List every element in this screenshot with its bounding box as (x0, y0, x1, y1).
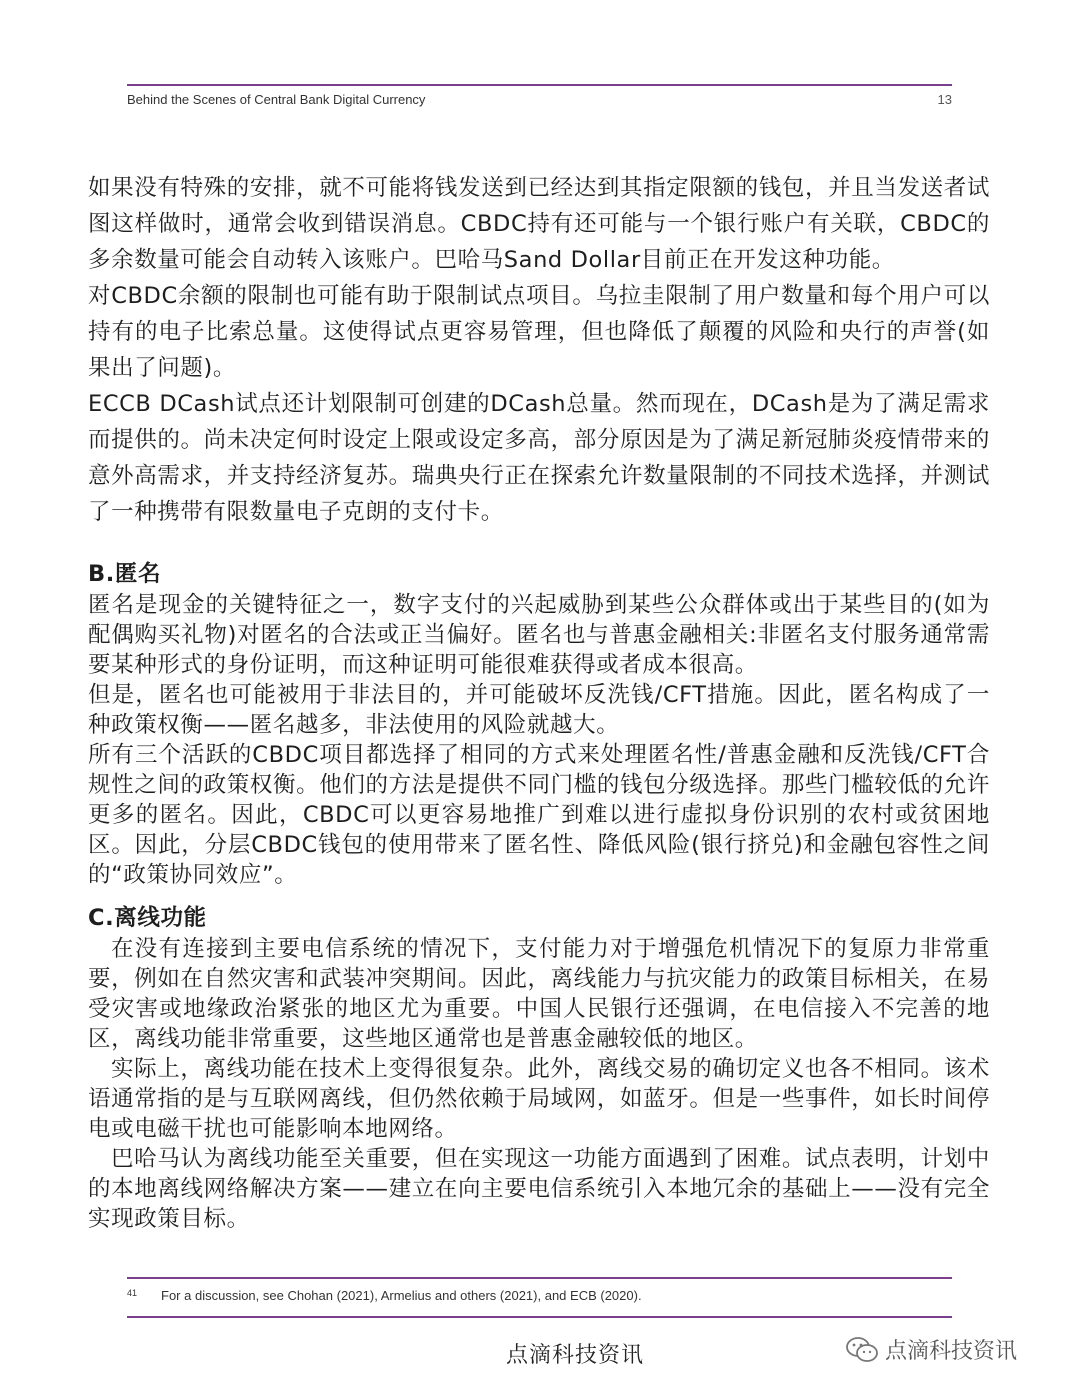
footnote (127, 1288, 952, 1303)
body-content (88, 170, 990, 1234)
running-title: Behind the Scenes of Central Bank Digital Currency (127, 92, 426, 107)
paragraph: ECCB DCash试点还计划限制可创建的DCash总量。然而现在，DCash是为了满足需求而提供的。尚未决定何时设定上限或设定多高，部分原因是为了满足新冠肺炎疫情带来的意外高需求，并支持经济复苏。瑞典央行正在探索允许数量限制的不同技术选择，并测试了一种携带有限数量电子克朗的支付卡。 (88, 391, 990, 525)
footnote-number: 41 (127, 1288, 138, 1298)
page-number: 13 (937, 92, 952, 107)
paragraph: 实际上，离线功能在技术上变得很复杂。此外，离线交易的确切定义也各不相同。该术语通常指的是与互联网离线，但仍然依赖于局域网，如蓝牙。但是一些事件，如长时间停电或电磁干扰也可能影响本地网络。 (88, 1056, 990, 1142)
wechat-watermark (845, 1334, 1017, 1365)
footnote-text: For a discussion, see Chohan (2021), Armelius and others (2021), and ECB (2020). (161, 1288, 642, 1303)
paragraph: 如果没有特殊的安排，就不可能将钱发送到已经达到其指定限额的钱包，并且当发送者试图这样做时，通常会收到错误消息。CBDC持有还可能与一个银行账户有关联，CBDC的多余数量可能会自动转入该账户。巴哈马Sand Dollar目前正在开发这种功能。 (88, 175, 990, 273)
brand-caption: 点滴科技资讯 (505, 1343, 644, 1368)
section-heading-b: B.匿名 (88, 561, 162, 587)
paragraph: 巴哈马认为离线功能至关重要，但在实现这一功能方面遇到了困难。试点表明，计划中的本地离线网络解决方案——建立在向主要电信系统引入本地冗余的基础上——没有完全实现政策目标。 (88, 1146, 990, 1232)
footer-rule (127, 1316, 952, 1318)
paragraph: 在没有连接到主要电信系统的情况下，支付能力对于增强危机情况下的复原力非常重要，例如在自然灾害和武装冲突期间。因此，离线能力与抗灾能力的政策目标相关，在易受灾害或地缘政治紧张的地区尤为重要。中国人民银行还强调，在电信接入不完善的地区，离线功能非常重要，这些地区通常也是普惠金融较低的地区。 (88, 936, 990, 1052)
paragraph: 对CBDC余额的限制也可能有助于限制试点项目。乌拉圭限制了用户数量和每个用户可以持有的电子比索总量。这使得试点更容易管理，但也降低了颠覆的风险和央行的声誉(如果出了问题)。 (88, 283, 990, 381)
footnote-rule (127, 1277, 952, 1279)
wechat-icon (845, 1336, 879, 1364)
running-header (127, 92, 952, 107)
wechat-account-name: 点滴科技资讯 (885, 1339, 1018, 1364)
paragraph: 但是，匿名也可能被用于非法目的，并可能破坏反洗钱/CFT措施。因此，匿名构成了一种政策权衡——匿名越多，非法使用的风险就越大。 (88, 682, 990, 738)
header-rule (127, 84, 952, 86)
section-heading-c: C.离线功能 (88, 905, 207, 931)
paragraph: 所有三个活跃的CBDC项目都选择了相同的方式来处理匿名性/普惠金融和反洗钱/CFT合规性之间的政策权衡。他们的方法是提供不同门槛的钱包分级选择。那些门槛较低的允许更多的匿名。因此，CBDC可以更容易地推广到难以进行虚拟身份识别的农村或贫困地区。因此，分层CBDC钱包的使用带来了匿名性、降低风险(银行挤兑)和金融包容性之间的“政策协同效应”。 (88, 742, 990, 888)
paragraph: 匿名是现金的关键特征之一，数字支付的兴起威胁到某些公众群体或出于某些目的(如为配偶购买礼物)对匿名的合法或正当偏好。匿名也与普惠金融相关:非匿名支付服务通常需要某种形式的身份证明，而这种证明可能很难获得或者成本很高。 (88, 592, 990, 678)
